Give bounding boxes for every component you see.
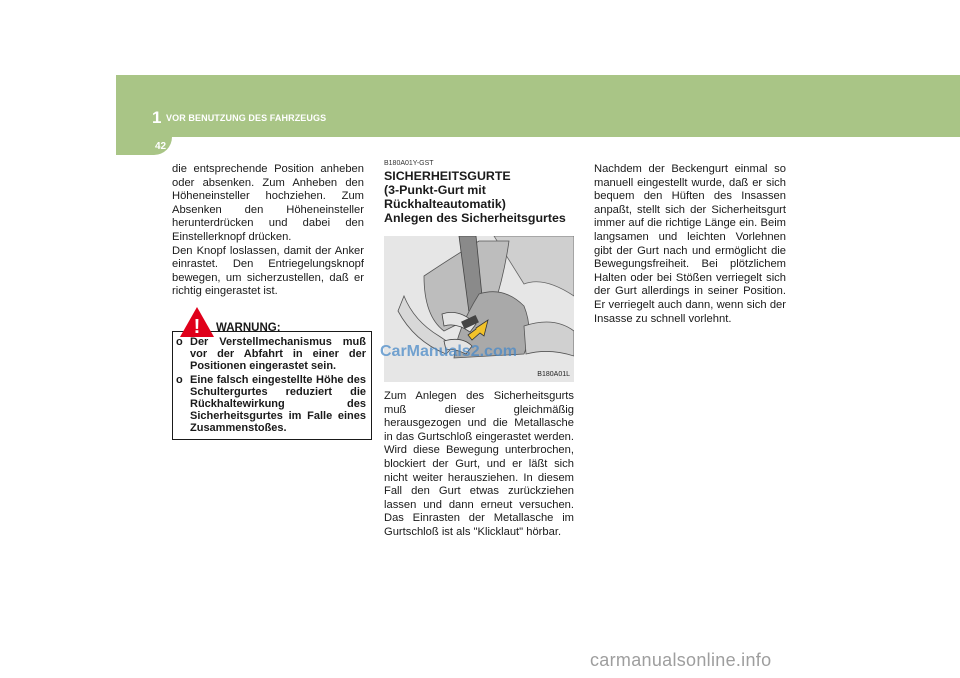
- figure-code: B180A01L: [537, 371, 570, 378]
- center-watermark: CarManuals2.com: [380, 343, 517, 360]
- column-left: [172, 163, 364, 299]
- section-code: B180A01Y-GST: [384, 160, 434, 167]
- warning-item-text: Der Verstellmechanismus muß vor der Abfahrt in einer der Positionen eingerastet sein.: [190, 336, 366, 373]
- chapter-title: VOR BENUTZUNG DES FAHRZEUGS: [166, 113, 327, 123]
- chapter-header-band: [116, 75, 960, 137]
- page-number: 42: [155, 141, 167, 152]
- chapter-number: 1: [152, 108, 162, 127]
- warning-triangle-icon: [179, 306, 215, 338]
- warning-exclamation-glyph: !: [193, 316, 201, 338]
- column-right: [594, 163, 786, 326]
- warning-list: [176, 336, 366, 435]
- warning-item-text: Eine falsch eingestellte Höhe des Schultergurtes reduziert die Rückhaltewirkung des Sicherheitsgurtes im Falle eines Zusammenstoßes.: [190, 373, 366, 435]
- height-adjuster-paragraph: die entsprechende Position anheben oder absenken. Zum Anheben den Höheneinsteller hochziehen. Zum Absenken den Höheneinsteller herunterdrücken und dabei den Einstellerknopf drücken. Den Knopf loslassen, damit der Anker einrastet. Den Entriegelungsknopf bewegen, um sicherzustellen, daß er richtig eingerastet ist.: [172, 163, 364, 298]
- warning-item: [176, 374, 366, 435]
- warning-bullet: o: [176, 336, 183, 348]
- fastening-paragraph: Zum Anlegen des Sicherheitsgurts muß dieser gleichmäßig herausgezogen und die Metallasche in das Gurtschloß eingerastet werden. Wird diese Bewegung unterbrochen, blockiert der Gurt, und er läßt sich nicht weiter herausziehen. In diesem Fall den Gurt etwas zurückziehen lassen und dann erneut versuchen. Das Einrasten der Metallasche im Gurtschloß ist als "Klicklaut" hörbar.: [384, 390, 574, 538]
- warning-item: [176, 336, 366, 373]
- warning-heading: WARNUNG:: [216, 322, 281, 334]
- section-title: SICHERHEITSGURTE (3-Punkt-Gurt mit Rückhalteautomatik) Anlegen des Sicherheitsgurtes: [384, 169, 566, 225]
- footer-watermark: carmanualsonline.info: [590, 650, 772, 670]
- column-middle: [384, 160, 574, 225]
- column-middle-text: [384, 390, 574, 540]
- warning-bullet: o: [176, 373, 183, 386]
- lap-belt-paragraph: Nachdem der Beckengurt einmal so manuell eingestellt wurde, daß er sich bequem den Hüften des Insassen anpaßt, stellt sich der Sicherheitsgurt immer auf die richtige Länge ein. Beim langsamen und leichten Vorlehnen gibt der Gurt nach und ermöglicht die Bewegungsfreiheit. Bei plötzlichem Halten oder bei Stößen verriegelt sich der Gurt allerdings in seiner Position. Er verriegelt auch dann, wenn sich der Insasse zu schnell vorlehnt.: [594, 163, 786, 325]
